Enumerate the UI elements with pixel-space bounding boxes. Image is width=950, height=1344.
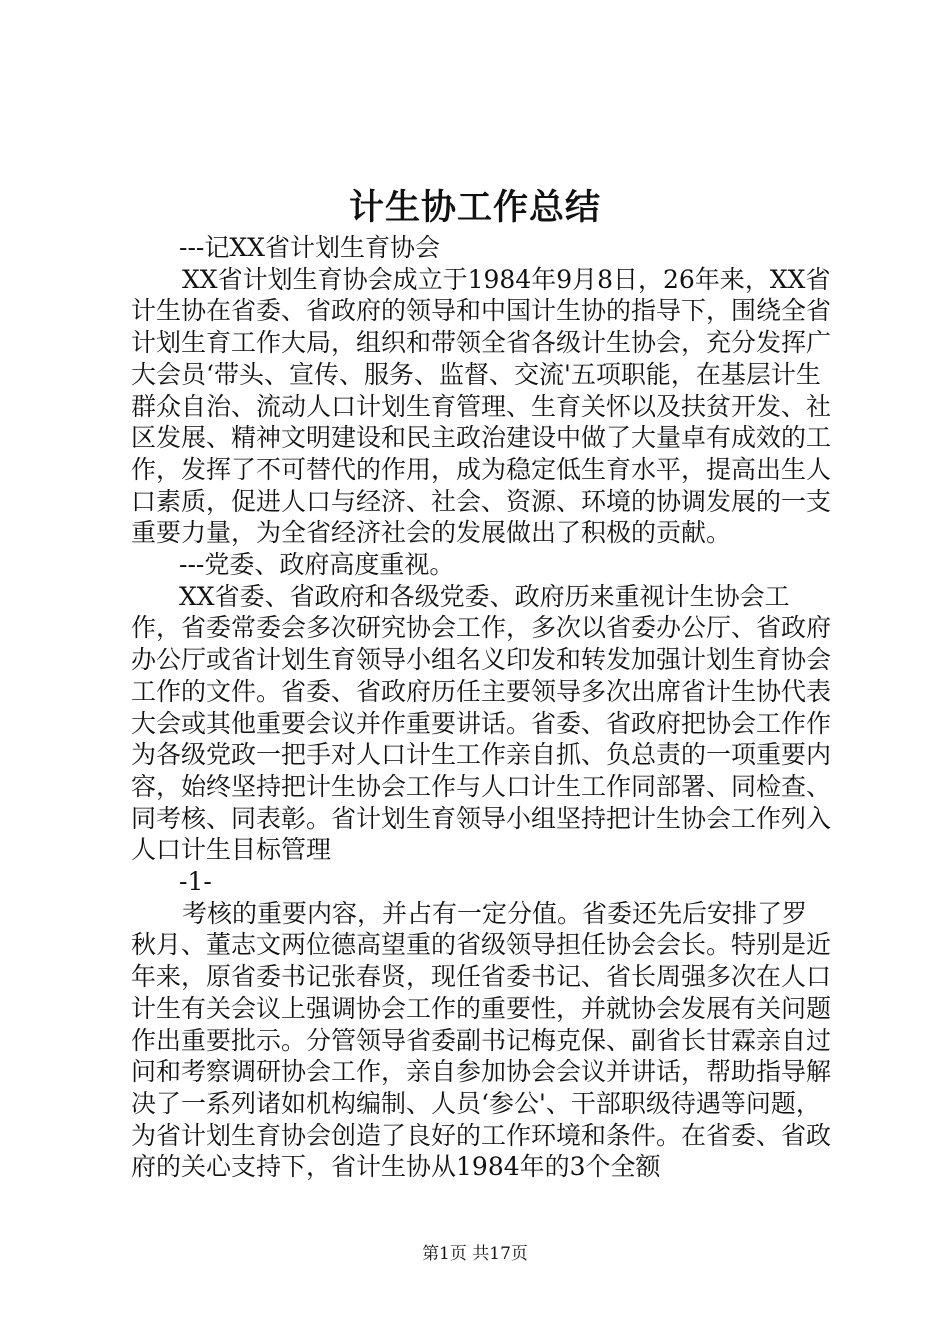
document-body — [131, 232, 831, 1183]
subtitle: ---记XX省计划生育协会 — [179, 233, 440, 262]
page-footer: 第1页 共17页 — [422, 1244, 528, 1264]
paragraph-intro: XX省计划生育协会成立于1984年9月8日，26年来，XX省计生协在省委、省政府的领导和中国计生协的指导下，围绕全省计划生育工作大局，组织和带领全省各级计生协会，充分发挥广大会员‘带头、宣传、服务、监督、交流'五项职能，在基层计生群众自治、流动人口计划生育管理、生育关怀以及扶贫开发、社区发展、精神文明建设和民主政治建设中做了大量卓有成效的工作，发挥了不可替代的作用，成为稳定低生育水平，提高出生人口素质，促进人口与经济、社会、资源、环境的协调发展的一支重要力量，为全省经济社会的发展做出了积极的贡献。 — [131, 264, 832, 548]
paragraph-support: XX省委、省政府和各级党委、政府历来重视计生协会工作，省委常委会多次研究协会工作，多次以省委办公厅、省政府办公厅或省计划生育领导小组名义印发和转发加强计划生育协会工作的文件。省委、省政府历任主要领导多次出席省计生协代表大会或其他重要会议并作重要讲话。省委、省政府把协会工作作为各级党政一把手对人口计生工作亲自抓、负总责的一项重要内容，始终坚持把计生协会工作与人口计生工作同部署、同检查、同考核、同表彰。省计划生育领导小组坚持把计生协会工作列入人口计生目标管理 — [131, 581, 832, 865]
document-title: 计生协工作总结 — [348, 187, 601, 228]
inline-page-marker: -1- — [179, 867, 212, 897]
paragraph-assessment: 考核的重要内容，并占有一定分值。省委还先后安排了罗秋月、董志文两位德高望重的省级领导担任协会会长。特别是近年来，原省委书记张春贤，现任省委书记、省长周强多次在人口计生有关会议上强调协会工作的重要性，并就协会发展有关问题作出重要批示。分管领导省委副书记梅克保、副省长甘霖亲自过问和考察调研协会工作，亲自参加协会会议并讲话，帮助指导解决了一系列诸如机构编制、人员‘参公'、干部职级待遇等问题，为省计划生育协会创造了良好的工作环境和条件。在省委、省政府的关心支持下，省计生协从1984年的3个全额 — [131, 898, 832, 1182]
section-heading: ---党委、政府高度重视。 — [179, 550, 455, 580]
